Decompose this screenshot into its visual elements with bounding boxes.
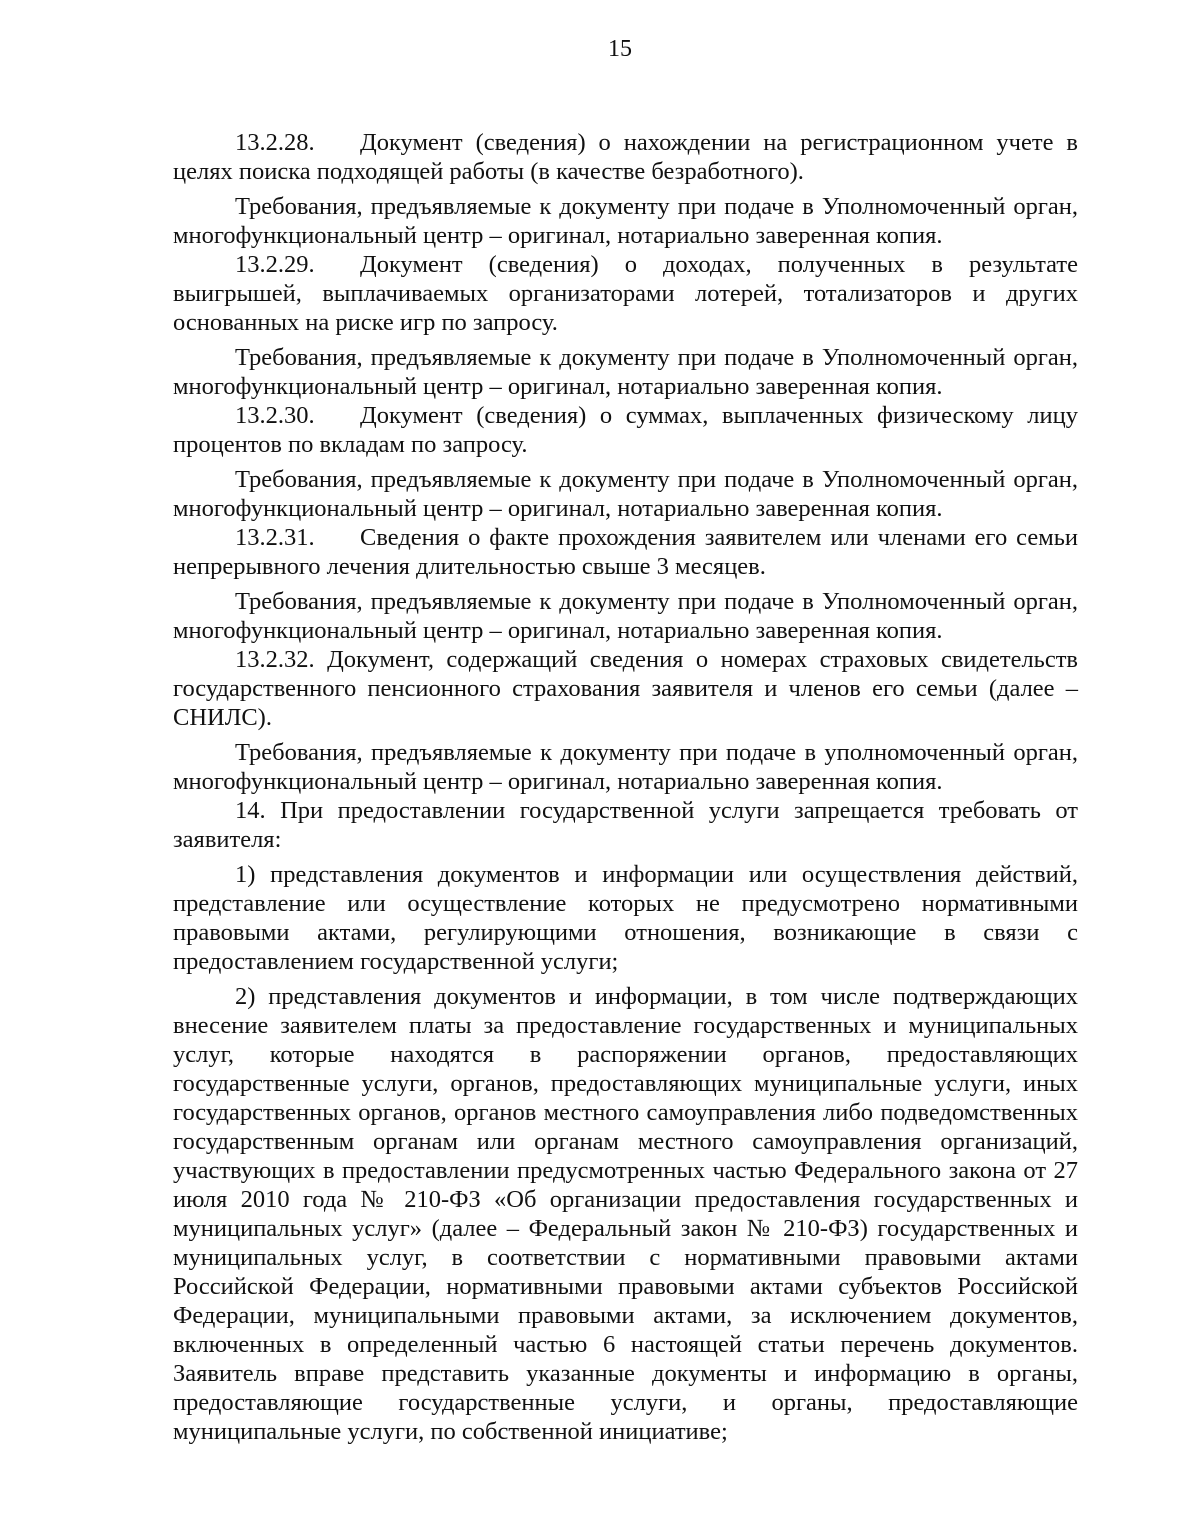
paragraph-text: Сведения о факте прохождения заявителем или членами его семьи непрерывного лечения длительностью свыше 3 месяцев. xyxy=(173,524,1078,580)
paragraph-13-2-28 xyxy=(173,128,1078,186)
paragraph-13-2-29 xyxy=(173,250,1078,337)
requirements-paragraph: Требования, предъявляемые к документу при подаче в Уполномоченный орган, многофункциональный центр – оригинал, нотариально заверенная копия. xyxy=(173,466,1078,522)
paragraph-13-2-30 xyxy=(173,401,1078,459)
paragraph-text: Документ (сведения) о нахождении на регистрационном учете в целях поиска подходящей работы (в качестве безработного). xyxy=(173,129,1078,185)
requirements-paragraph: Требования, предъявляемые к документу при подаче в Уполномоченный орган, многофункциональный центр – оригинал, нотариально заверенная копия. xyxy=(173,344,1078,400)
item-number: 13.2.29. xyxy=(235,251,315,278)
paragraph-13-2-31 xyxy=(173,523,1078,581)
paragraph-14-item-1: 1) представления документов и информации или осуществления действий, представление или осуществление которых не предусмотрено нормативными правовыми актами, регулирующими отношения, возникающие в связи с предоставлением государственной услуги; xyxy=(173,861,1078,975)
paragraph-14: 14. При предоставлении государственной услуги запрещается требовать от заявителя: xyxy=(173,797,1078,853)
page-number: 15 xyxy=(608,36,632,62)
requirements-paragraph: Требования, предъявляемые к документу при подаче в Уполномоченный орган, многофункциональный центр – оригинал, нотариально заверенная копия. xyxy=(173,193,1078,249)
requirements-paragraph: Требования, предъявляемые к документу при подаче в уполномоченный орган, многофункциональный центр – оригинал, нотариально заверенная копия. xyxy=(173,739,1078,795)
item-number: 13.2.28. xyxy=(235,129,315,156)
requirements-paragraph: Требования, предъявляемые к документу при подаче в Уполномоченный орган, многофункциональный центр – оригинал, нотариально заверенная копия. xyxy=(173,588,1078,644)
paragraph-text: Документ (сведения) о доходах, полученных в результате выигрышей, выплачиваемых организаторами лотерей, тотализаторов и других основанных на риске игр по запросу. xyxy=(173,251,1078,336)
paragraph-14-item-2: 2) представления документов и информации, в том числе подтверждающих внесение заявителем платы за предоставление государственных и муниципальных услуг, которые находятся в распоряжении органов, предоставляющих государственные услуги, органов, предоставляющих муниципальные услуги, иных государственных органов, органов местного самоуправления либо подведомственных государственным органам или органам местного самоуправления организаций, участвующих в предоставлении предусмотренных частью Федерального закона от 27 июля 2010 года № 210-ФЗ «Об организации предоставления государственных и муниципальных услуг» (далее – Федеральный закон № 210-ФЗ) государственных и муниципальных услуг, в соответствии с нормативными правовыми актами Российской Федерации, нормативными правовыми актами субъектов Российской Федерации, муниципальными правовыми актами, за исключением документов, включенных в определенный частью 6 настоящей статьи перечень документов. Заявитель вправе представить указанные документы и информацию в органы, предоставляющие государственные услуги, и органы, предоставляющие муниципальные услуги, по собственной инициативе; xyxy=(173,983,1078,1445)
document-body xyxy=(173,128,1078,1446)
item-number: 13.2.31. xyxy=(235,524,315,551)
item-number: 13.2.30. xyxy=(235,402,315,429)
paragraph-text: Документ (сведения) о суммах, выплаченных физическому лицу процентов по вкладам по запросу. xyxy=(173,402,1078,458)
paragraph-13-2-32: 13.2.32. Документ, содержащий сведения о номерах страховых свидетельств государственного пенсионного страхования заявителя и членов его семьи (далее – СНИЛС). xyxy=(173,646,1078,731)
